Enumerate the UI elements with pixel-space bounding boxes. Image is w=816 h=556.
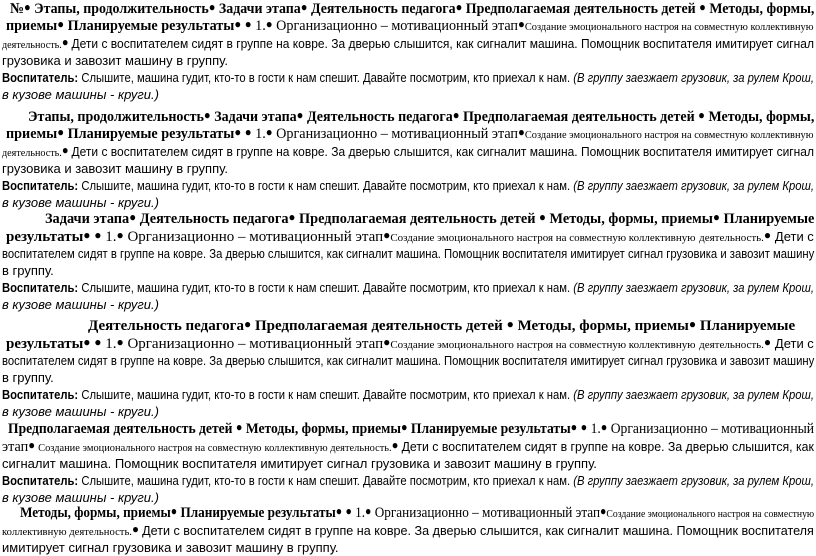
bullet-icon: ● [94,228,102,242]
header-results: Планируемые результаты [67,18,235,34]
bullet-icon: ● [335,504,343,518]
description-line: воспитателем сидят в группе на ковре. За дверью слышится, как сигналит машина. Помощник воспитателя имитирует сигнал грузовика и завозит машину [2,353,815,368]
header-continuation: приемы● Планируемые результаты● ● 1.● Организационно – мотивационный этап●Создание эмоционального настроя на совместную коллективную [6,125,814,142]
bullet-icon: ● [83,228,91,242]
stage-direction: (В группу заезжает грузовик, за рулем Крош, [573,178,814,193]
bullet-icon: ● [763,228,772,242]
bullet-icon: ● [580,420,588,434]
stage-direction: в кузове машины - круги.) [2,297,159,312]
bullet-icon: ● [600,420,608,434]
teacher-speech: Воспитатель: Слышите, машина гудит, кто-то в гости к нам спешит. Давайте посмотрим, кто приехал к нам. (В группу заезжает грузовик, за рулем Крош, [2,473,814,488]
stage-direction: в кузове машины - круги.) [2,490,159,505]
speaker-label: Воспитатель: [2,178,79,193]
bullet-icon: ● [234,125,242,139]
bullet-icon: ● [288,210,296,224]
bullet-icon: ● [699,0,706,14]
teacher-speech: Воспитатель: Слышите, машина гудит, кто-то в гости к нам спешит. Давайте посмотрим, кто приехал к нам. (В группу заезжает грузовик, за рулем Крош, [2,280,814,295]
description-line: воспитателем сидят в группе на ковре. За дверью слышится, как сигналит машина. Помощник воспитателя имитирует сигнал грузовика и завозит машину [2,246,815,261]
bullet-icon: ● [296,108,304,122]
table-header-row: Задачи этапа● Деятельность педагога● Предполагаемая деятельность детей ● Методы, формы, приемы● Планируемые [45,210,815,227]
stage-direction: (В группу заезжает грузовик, за рулем Крош, [573,70,814,85]
description-line: в группу. [2,370,54,385]
bullet-icon: ● [391,438,399,452]
header-children-activity: Предполагаемая деятельность детей [465,1,696,17]
bullet-icon: ● [129,210,137,224]
bullet-icon: ● [698,108,705,122]
description-line: деятельность.● Дети с воспитателем сидят в группе на ковре. За дверью слышится, как сигналит машина. Помощник воспитателя имитирует сигнал [2,143,814,159]
stage-direction: в кузове машины - круги.) [2,195,159,210]
bullet-icon: ● [28,438,36,452]
stage-name: Организационно – мотивационный этап [276,18,519,34]
header-continuation: приемы● Планируемые результаты● ● 1.● Организационно – мотивационный этап●Создание эмоционального настроя на совместную коллективную [6,17,814,34]
bullet-icon: ● [345,504,352,518]
table-header-row: Предполагаемая деятельность детей ● Методы, формы, приемы● Планируемые результаты● ● 1.● Организационно – мотивационный [8,420,815,437]
bullet-icon: ● [57,125,65,139]
header-number: № [10,1,24,17]
stage-direction: в кузове машины - круги.) [2,404,159,419]
description-line: в группу. [2,263,54,278]
bullet-icon: ● [235,420,243,434]
table-header-row: Методы, формы, приемы● Планируемые результаты● ● 1.● Организационно – мотивационный этап●Создание эмоционального настроя на совместную [20,504,815,521]
speaker-label: Воспитатель: [2,70,79,85]
stage-number: 1. [255,18,266,34]
description-line: имитирует сигнал грузовика и завозит машину в группу. [2,540,339,555]
bullet-icon: ● [518,17,525,31]
bullet-icon: ● [265,125,273,139]
teacher-speech: Воспитатель: Слышите, машина гудит, кто-то в гости к нам спешит. Давайте посмотрим, кто приехал к нам. (В группу заезжает грузовик, за рулем Крош, [2,70,814,85]
speaker-label: Воспитатель: [2,387,79,402]
bullet-icon: ● [243,317,252,331]
bullet-icon: ● [61,35,69,49]
task-text: Создание эмоционального настроя на совместную коллективную [524,21,814,33]
description-line: деятельность.● Дети с воспитателем сидят в группе на ковре. За дверью слышится, как сигналит машина. Помощник воспитателя имитирует сигнал [2,35,814,51]
bullet-icon: ● [600,504,607,518]
bullet-icon: ● [383,228,391,242]
description-line: сигналит машина. Помощник воспитателя имитирует сигнал грузовика и завозит машину в группу. [2,456,597,471]
bullet-icon: ● [131,522,139,536]
bullet-icon: ● [94,335,102,349]
bullet-icon: ● [170,504,178,518]
bullet-icon: ● [116,228,124,242]
bullet-icon: ● [763,335,772,349]
bullet-icon: ● [383,335,391,349]
stage-direction: (В группу заезжает грузовик, за рулем Крош, [573,473,814,488]
bullet-icon: ● [244,17,252,31]
bullet-icon: ● [400,420,408,434]
speaker-label: Воспитатель: [2,280,79,295]
bullet-icon: ● [234,17,242,31]
header-tasks: Задачи этапа [218,1,301,17]
bullet-icon: ● [455,0,463,14]
bullet-icon: ● [208,0,216,14]
header-continuation: результаты● ● 1.● Организационно – мотивационный этап●Создание эмоционального настроя на совместную коллективную деятельность.● Дети с [6,228,814,245]
bullet-icon: ● [23,0,31,14]
bullet-icon: ● [244,125,252,139]
bullet-icon: ● [83,335,91,349]
bullet-icon: ● [300,0,308,14]
description-line: грузовика и завозит машину в группу. [2,53,228,68]
header-stages: Этапы, продолжительность [34,1,209,17]
table-header-row: Этапы, продолжительность● Задачи этапа● Деятельность педагога● Предполагаемая деятельность детей ● Методы, формы, [28,108,815,125]
header-methods: Методы, формы, [709,1,815,17]
description-line: грузовика и завозит машину в группу. [2,161,228,176]
bullet-icon: ● [116,335,124,349]
bullet-icon: ● [518,125,525,139]
stage-direction: (В группу заезжает грузовик, за рулем Крош, [573,280,814,295]
stage-direction: в кузове машины - круги.) [2,87,159,102]
bullet-icon: ● [265,17,273,31]
header-continuation: результаты● ● 1.● Организационно – мотивационный этап●Создание эмоционального настроя на совместную коллективную деятельность.● Дети с [6,335,814,352]
bullet-icon: ● [570,420,578,434]
bullet-icon: ● [452,108,460,122]
header-teacher-activity: Деятельность педагога [310,1,456,17]
table-header-row [10,1,814,18]
speaker-label: Воспитатель: [2,473,79,488]
bullet-icon: ● [539,210,546,224]
teacher-speech: Воспитатель: Слышите, машина гудит, кто-то в гости к нам спешит. Давайте посмотрим, кто приехал к нам. (В группу заезжает грузовик, за рулем Крош, [2,178,814,193]
bullet-icon: ● [365,504,372,518]
table-header-row: Деятельность педагога● Предполагаемая деятельность детей ● Методы, формы, приемы● Планируемые [88,317,796,334]
description-line: этап● Создание эмоционального настроя на совместную коллективную деятельность.● Дети с воспитателем сидят в группе на ковре. За дверью слышится, как [2,438,814,455]
bullet-icon: ● [57,17,65,31]
stage-direction: (В группу заезжает грузовик, за рулем Крош, [573,387,814,402]
teacher-speech: Воспитатель: Слышите, машина гудит, кто-то в гости к нам спешит. Давайте посмотрим, кто приехал к нам. (В группу заезжает грузовик, за рулем Крош, [2,387,814,402]
bullet-icon: ● [203,108,211,122]
bullet-icon: ● [61,143,69,157]
description-line: коллективную деятельность.● Дети с воспитателем сидят в группе на ковре. За дверью слышится, как сигналит машина. Помощник воспитателя [2,522,814,538]
bullet-icon: ● [712,210,720,224]
bullet-icon: ● [506,317,514,331]
bullet-icon: ● [688,317,697,331]
